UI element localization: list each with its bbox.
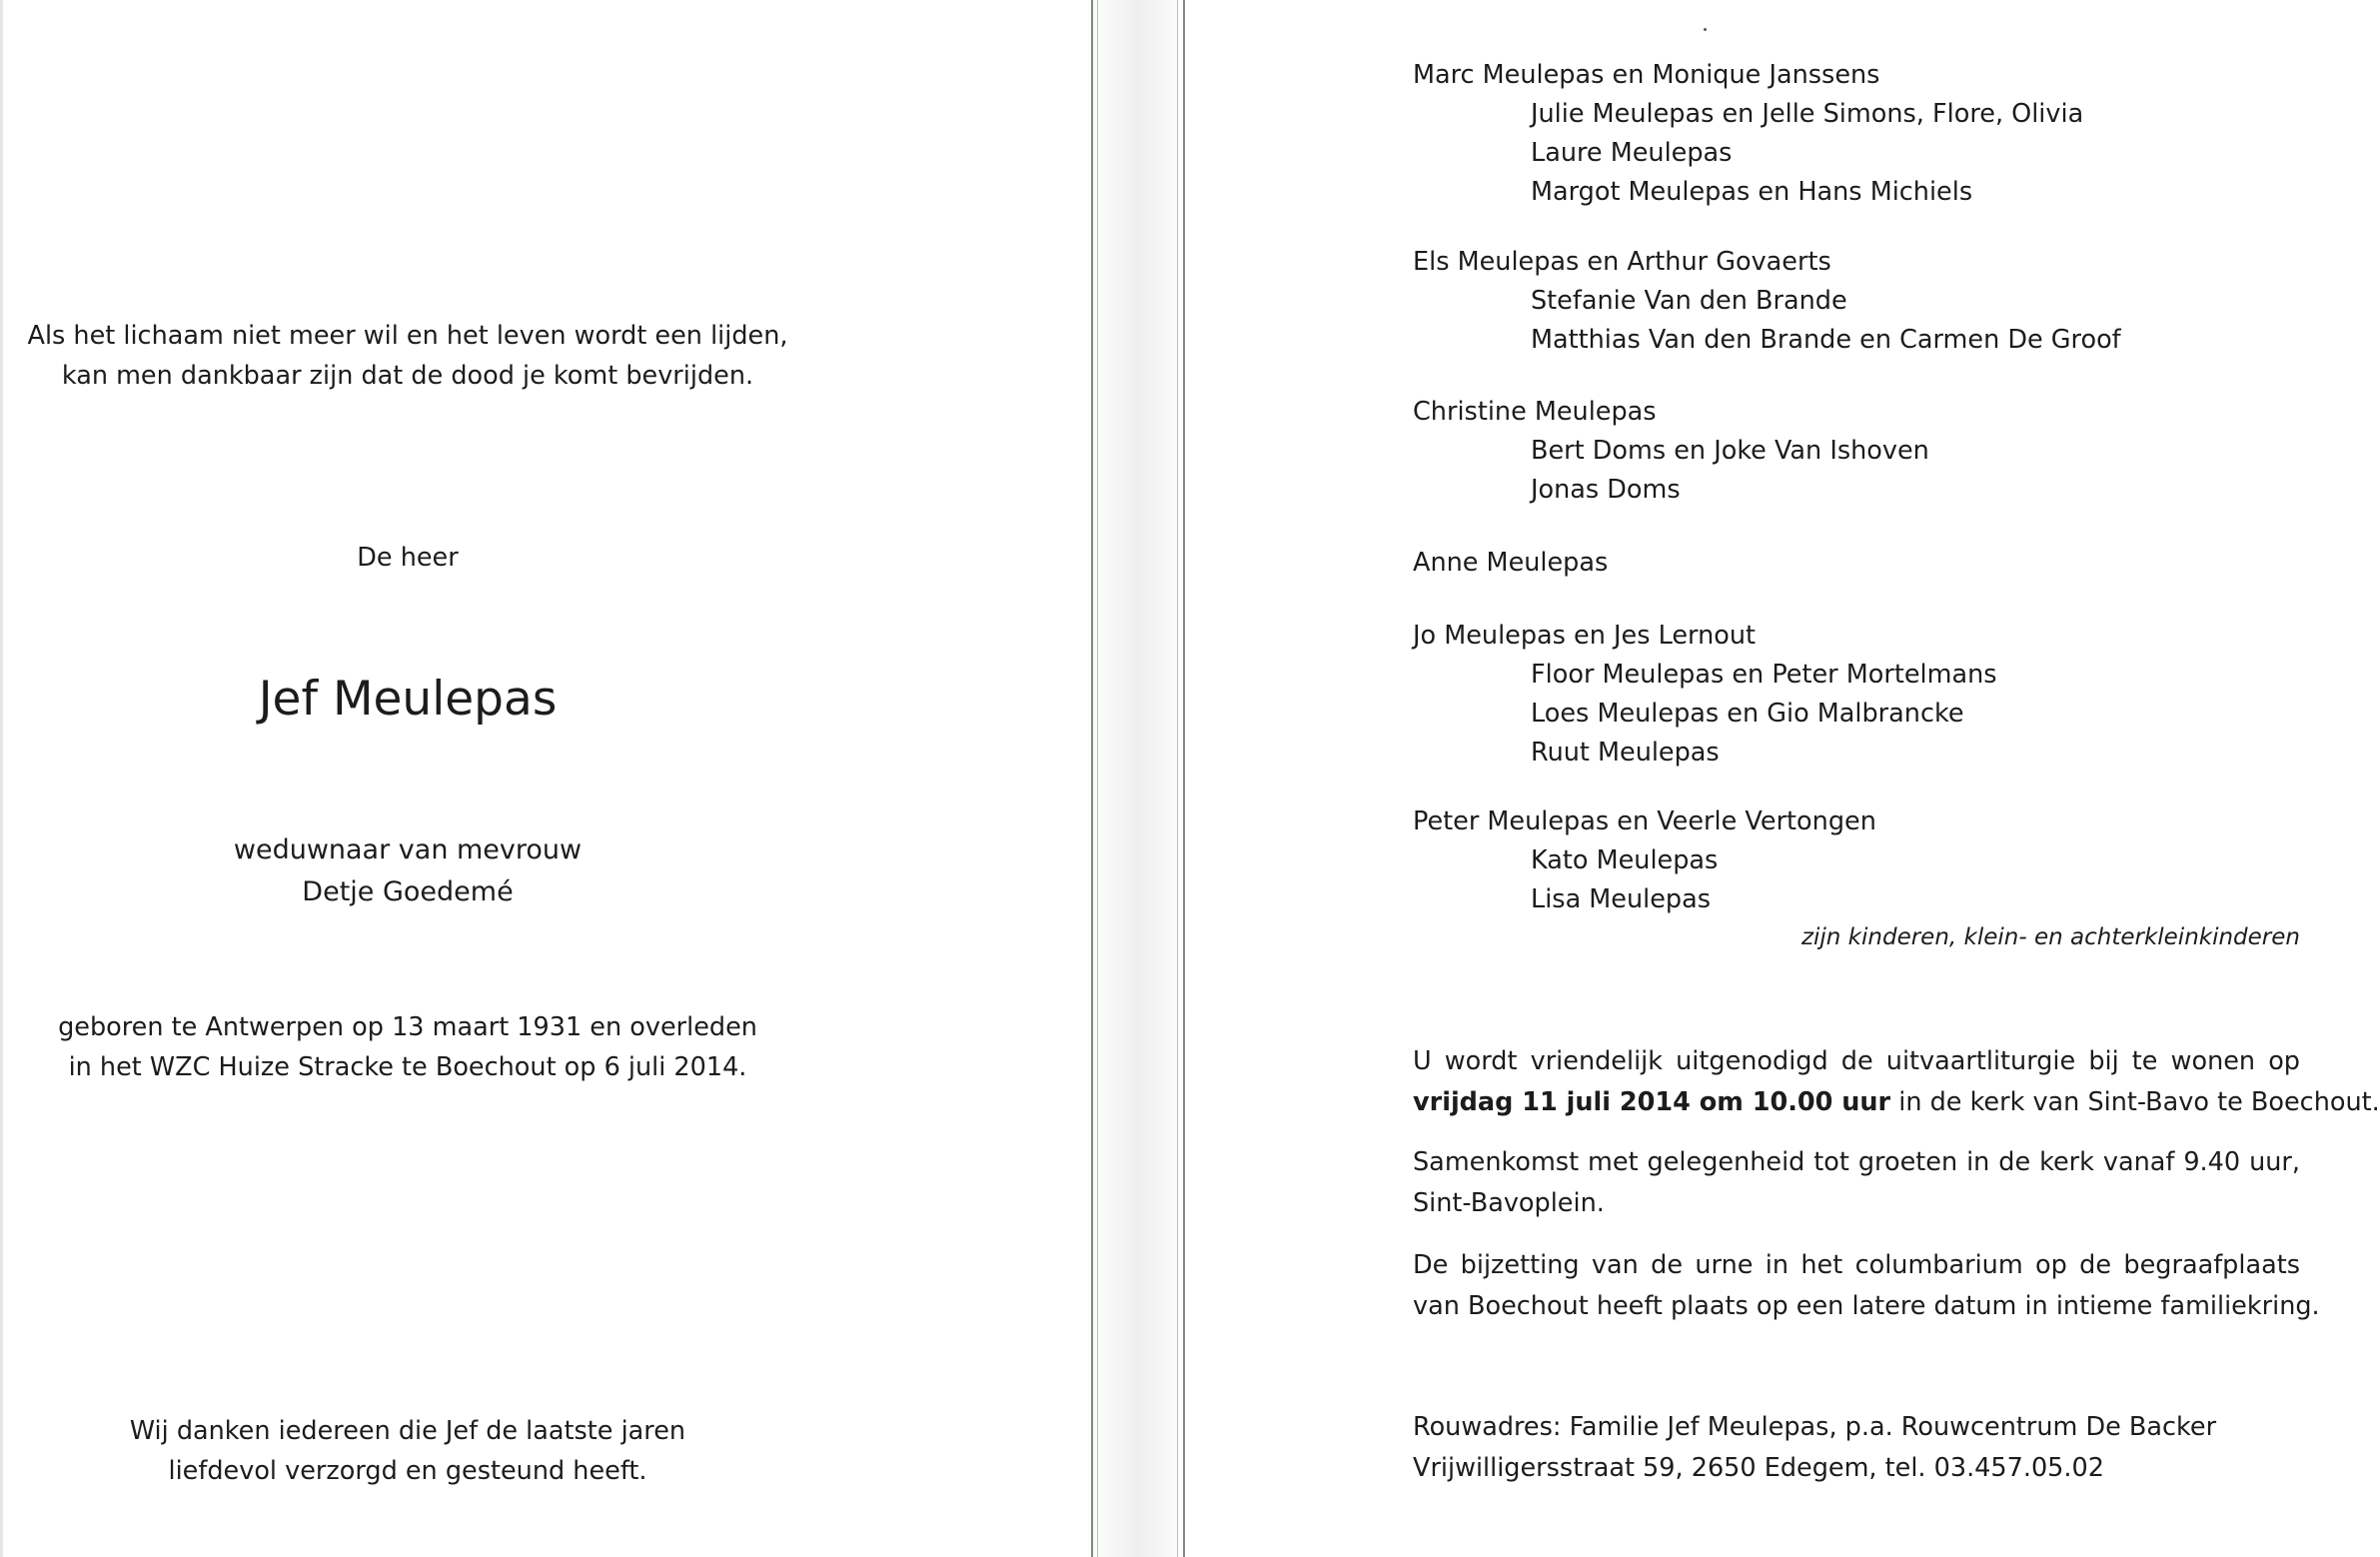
gathering-info: [1413, 1142, 2300, 1224]
funeral-invitation: [1413, 1041, 2380, 1123]
poem-line: Als het lichaam niet meer wil en het leven wordt een lijden,: [27, 321, 788, 351]
family-child: Margot Meulepas en Hans Michiels: [1531, 177, 1973, 207]
invitation-line: U wordt vriendelijk uitgenodigd de uitvaartliturgie bij te wonen op: [1413, 1046, 2300, 1076]
birth-death-line: geboren te Antwerpen op 13 maart 1931 en overleden: [58, 1012, 757, 1042]
invitation-line: [1413, 1082, 2380, 1123]
fold-line: [1097, 0, 1098, 1557]
address-line: Rouwadres: Familie Jef Meulepas, p.a. Rouwcentrum De Backer: [1413, 1412, 2217, 1442]
family-parent: Els Meulepas en Arthur Govaerts: [1413, 247, 1831, 277]
family-group: [1413, 393, 1929, 510]
poem: [3, 316, 812, 396]
gathering-line: Sint-Bavoplein.: [1413, 1188, 1605, 1218]
family-child: Ruut Meulepas: [1531, 738, 1720, 768]
center-fold: [1087, 0, 1189, 1557]
interment-info: [1413, 1245, 2320, 1327]
thanks-line: liefdevol verzorgd en gesteund heeft.: [168, 1456, 647, 1486]
address-line: Vrijwilligersstraat 59, 2650 Edegem, tel. 03.457.05.02: [1413, 1453, 2104, 1483]
honorific: De heer: [357, 543, 459, 573]
family-child: Matthias Van den Brande en Carmen De Groof: [1531, 325, 2121, 355]
family-group: [1413, 56, 2083, 212]
spouse-name: Detje Goedemé: [302, 876, 514, 907]
birth-death-line: in het WZC Huize Stracke te Boechout op 6 juli 2014.: [68, 1052, 747, 1082]
fold-line: [1091, 0, 1093, 1557]
gathering-line: Samenkomst met gelegenheid tot groeten in de kerk vanaf 9.40 uur,: [1413, 1147, 2300, 1177]
family-child: Jonas Doms: [1531, 475, 1681, 505]
family-child: Kato Meulepas: [1531, 845, 1719, 875]
condolence-address: [1413, 1407, 2300, 1489]
birth-death-text: [3, 1007, 812, 1087]
family-caption: zijn kinderen, klein- en achterkleinkinderen: [1800, 924, 2300, 950]
family-group: [1413, 544, 1608, 583]
family-parent: Christine Meulepas: [1413, 397, 1657, 427]
family-child: Loes Meulepas en Gio Malbrancke: [1531, 699, 1964, 729]
family-child: Julie Meulepas en Jelle Simons, Flore, Olivia: [1531, 99, 2084, 129]
family-parent: Marc Meulepas en Monique Janssens: [1413, 60, 1880, 90]
family-parent: Anne Meulepas: [1413, 548, 1609, 578]
left-page: [0, 0, 1087, 1557]
family-parent: Jo Meulepas en Jes Lernout: [1413, 621, 1757, 651]
deceased-name: Jef Meulepas: [258, 672, 558, 727]
family-group: [1413, 617, 1997, 773]
fold-line: [1177, 0, 1178, 1557]
family-child: Lisa Meulepas: [1531, 884, 1712, 914]
print-speck: [1704, 28, 1707, 31]
family-parent: Peter Meulepas en Veerle Vertongen: [1413, 806, 1876, 836]
family-child: Floor Meulepas en Peter Mortelmans: [1531, 660, 1997, 690]
spouse-line: weduwnaar van mevrouw: [233, 834, 583, 865]
spouse-block: [3, 829, 812, 913]
service-datetime: vrijdag 11 juli 2014 om 10.00 uur: [1413, 1087, 1891, 1117]
family-child: Bert Doms en Joke Van Ishoven: [1531, 436, 1929, 466]
service-location: in de kerk van Sint-Bavo te Boechout.: [1890, 1087, 2380, 1117]
family-group: [1413, 243, 2121, 360]
thanks-line: Wij danken iedereen die Jef de laatste jaren: [129, 1416, 686, 1446]
poem-line: kan men dankbaar zijn dat de dood je komt bevrijden.: [61, 361, 754, 391]
family-group: [1413, 802, 1876, 919]
interment-line: De bijzetting van de urne in het columbarium op de begraafplaats: [1413, 1250, 2300, 1280]
family-child: Stefanie Van den Brande: [1531, 286, 1847, 316]
interment-line: van Boechout heeft plaats op een latere datum in intieme familiekring.: [1413, 1291, 2320, 1321]
family-child: Laure Meulepas: [1531, 138, 1733, 168]
thanks-text: [3, 1411, 812, 1491]
fold-line: [1183, 0, 1185, 1557]
